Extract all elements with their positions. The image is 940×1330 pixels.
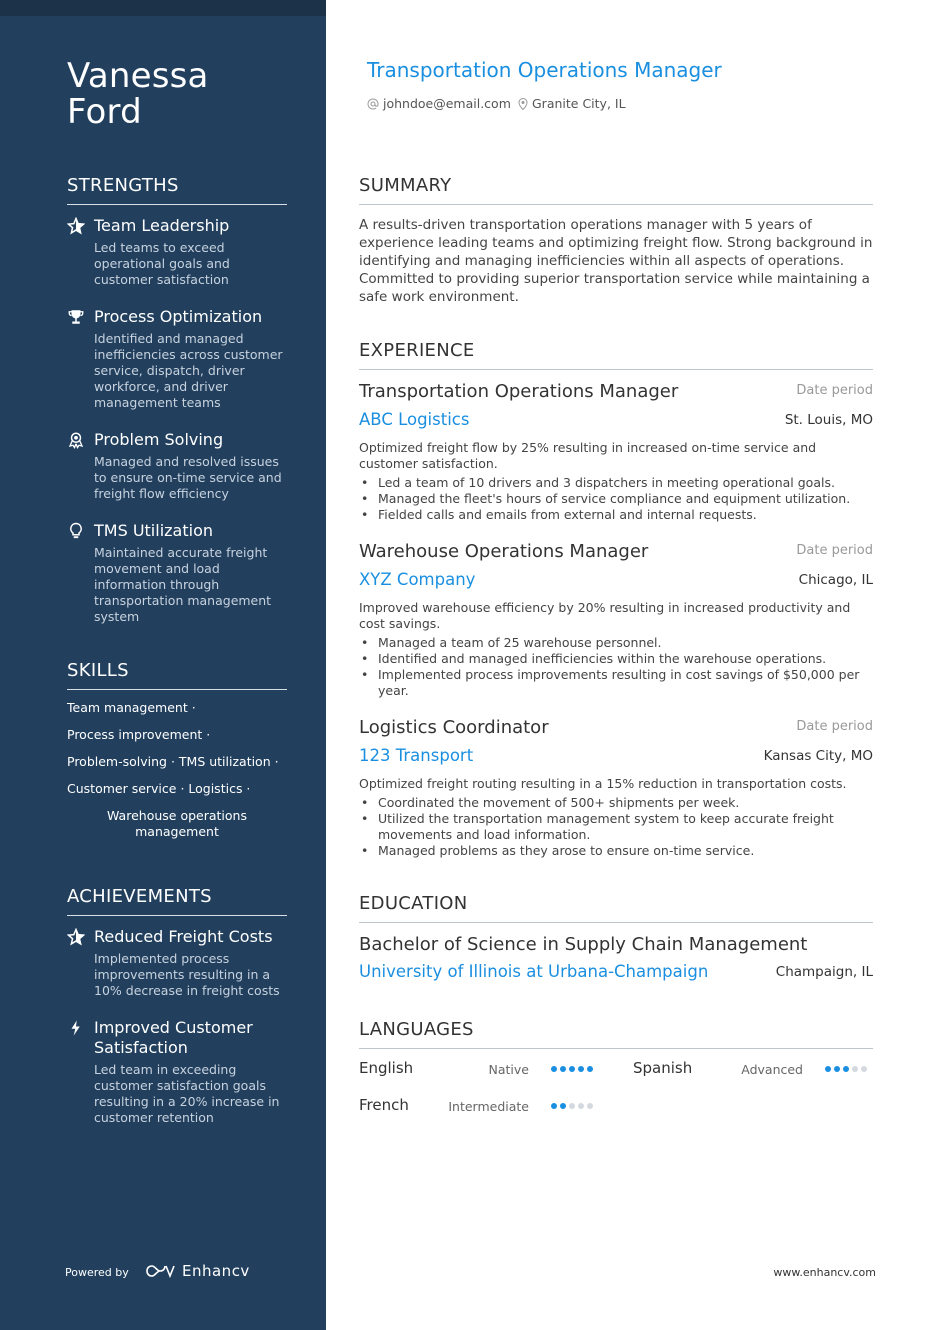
experience-location: Kansas City, MO [763, 748, 873, 764]
experience-date: Date period [796, 383, 873, 398]
at-icon [367, 98, 379, 110]
education-location: Champaign, IL [775, 964, 873, 980]
proficiency-dot-filled [560, 1066, 566, 1072]
strengths-heading: STRENGTHS [67, 175, 287, 205]
bullet-item: • Managed the fleet's hours of service compliance and equipment utilization. [359, 491, 873, 507]
strength-item [67, 430, 287, 502]
experience-title: Warehouse Operations Manager [359, 541, 649, 562]
proficiency-dot-empty [587, 1103, 593, 1109]
skill-tag: management [135, 824, 219, 839]
proficiency-dot-filled [825, 1066, 831, 1072]
strength-desc: Maintained accurate freight movement and load information through transportation management system [94, 545, 272, 624]
strength-title: TMS Utilization [94, 521, 213, 540]
language-level: Advanced [741, 1062, 803, 1077]
candidate-name: Vanessa Ford [67, 56, 209, 132]
website-link[interactable]: www.enhancv.com [773, 1266, 876, 1279]
language-name: English [359, 1059, 414, 1077]
experience-date: Date period [796, 543, 873, 558]
experience-bullets [359, 475, 873, 523]
powered-by-label: Powered by [65, 1266, 129, 1279]
language-proficiency [551, 1103, 593, 1109]
bullet-item: • Led a team of 10 drivers and 3 dispatchers in meeting operational goals. [359, 475, 873, 491]
bolt-icon [67, 1019, 85, 1037]
proficiency-dot-empty [852, 1066, 858, 1072]
achievement-desc: Implemented process improvements resulting in a 10% decrease in freight costs [94, 951, 280, 998]
contact-location: Granite City, IL [518, 96, 626, 111]
skill-tag: Process improvement · [67, 727, 211, 742]
summary-heading: SUMMARY [359, 175, 873, 205]
strength-title: Process Optimization [94, 307, 263, 326]
experience-bullets [359, 635, 873, 699]
experience-location: St. Louis, MO [784, 412, 873, 428]
proficiency-dot-empty [861, 1066, 867, 1072]
skill-tag: Customer service · Logistics · [67, 781, 251, 796]
sidebar-top-bar [0, 0, 326, 16]
trophy-icon [67, 308, 85, 326]
language-level: Intermediate [448, 1099, 529, 1114]
strength-item [67, 307, 287, 411]
education-heading: EDUCATION [359, 893, 873, 923]
achievement-item [67, 927, 287, 999]
experience-company: ABC Logistics [359, 410, 470, 429]
strength-item [67, 521, 287, 625]
summary-text: A results-driven transportation operations manager with 5 years of experience leading teams and optimizing freight flow. Strong background in identifying and managing inefficiencies within all aspects of operations. Committed to providing superior transportation service while maintaining a safe work environment. [359, 217, 873, 305]
sidebar [0, 0, 326, 1330]
proficiency-dot-empty [578, 1103, 584, 1109]
bullet-item: • Utilized the transportation management system to keep accurate freight movements and load information. [359, 811, 873, 843]
star-icon [67, 217, 85, 235]
enhancv-logo-icon [144, 1263, 176, 1279]
strength-desc: Managed and resolved issues to ensure on-time service and freight flow efficiency [94, 454, 282, 501]
experience-company: 123 Transport [359, 746, 474, 765]
achievement-desc: Led team in exceeding customer satisfaction goals resulting in a 20% increase in customer retention [94, 1062, 280, 1125]
bullet-item: • Managed a team of 25 warehouse personnel. [359, 635, 873, 651]
experience-heading: EXPERIENCE [359, 340, 873, 370]
achievement-item [67, 1018, 287, 1126]
bullet-item: • Implemented process improvements resulting in cost savings of $50,000 per year. [359, 667, 873, 699]
strength-title: Team Leadership [94, 216, 230, 235]
location-pin-icon [518, 98, 528, 110]
education-school: University of Illinois at Urbana-Champaign [359, 962, 709, 981]
experience-bullets [359, 795, 873, 859]
languages-heading: LANGUAGES [359, 1019, 873, 1049]
proficiency-dot-filled [551, 1103, 557, 1109]
proficiency-dot-filled [834, 1066, 840, 1072]
experience-date: Date period [796, 719, 873, 734]
proficiency-dot-filled [578, 1066, 584, 1072]
experience-title: Logistics Coordinator [359, 717, 549, 738]
achievements-heading: ACHIEVEMENTS [67, 886, 287, 916]
proficiency-dot-filled [843, 1066, 849, 1072]
proficiency-dot-filled [551, 1066, 557, 1072]
experience-desc: Improved warehouse efficiency by 20% resulting in increased productivity and cost savings. [359, 600, 851, 631]
language-name: Spanish [633, 1059, 693, 1077]
bullet-item: • Managed problems as they arose to ensure on-time service. [359, 843, 873, 859]
experience-location: Chicago, IL [798, 572, 873, 588]
achievement-title: Reduced Freight Costs [94, 927, 273, 946]
proficiency-dot-filled [560, 1103, 566, 1109]
lightbulb-icon [67, 522, 85, 540]
strength-title: Problem Solving [94, 430, 224, 449]
experience-company: XYZ Company [359, 570, 476, 589]
enhancv-logo[interactable] [144, 1262, 250, 1280]
experience-desc: Optimized freight routing resulting in a 15% reduction in transportation costs. [359, 776, 847, 791]
language-proficiency [551, 1066, 593, 1072]
award-icon [67, 431, 85, 449]
strength-desc: Led teams to exceed operational goals and customer satisfaction [94, 240, 230, 287]
skill-tag: Team management · [67, 700, 196, 715]
bullet-item: • Identified and managed inefficiencies within the warehouse operations. [359, 651, 873, 667]
experience-title: Transportation Operations Manager [359, 381, 679, 402]
proficiency-dot-empty [569, 1103, 575, 1109]
skills-heading: SKILLS [67, 660, 287, 690]
language-proficiency [825, 1066, 867, 1072]
strength-item [67, 216, 287, 288]
experience-desc: Optimized freight flow by 25% resulting in increased on-time service and customer satisfaction. [359, 440, 817, 471]
strength-desc: Identified and managed inefficiencies across customer service, dispatch, driver workforce, and driver management teams [94, 331, 283, 410]
skill-tag: Warehouse operations [107, 808, 247, 823]
bullet-item: • Fielded calls and emails from external and internal requests. [359, 507, 873, 523]
language-name: French [359, 1096, 409, 1114]
enhancv-brand: Enhancv [182, 1262, 250, 1280]
language-level: Native [488, 1062, 529, 1077]
proficiency-dot-filled [587, 1066, 593, 1072]
skill-tag: Problem-solving · TMS utilization · [67, 754, 279, 769]
job-title-header: Transportation Operations Manager [367, 58, 722, 82]
contact-email[interactable]: johndoe@email.com [367, 96, 511, 111]
education-degree: Bachelor of Science in Supply Chain Management [359, 934, 808, 955]
bullet-item: • Coordinated the movement of 500+ shipments per week. [359, 795, 873, 811]
proficiency-dot-filled [569, 1066, 575, 1072]
achievement-title: Improved Customer Satisfaction [94, 1018, 253, 1057]
star-icon [67, 928, 85, 946]
